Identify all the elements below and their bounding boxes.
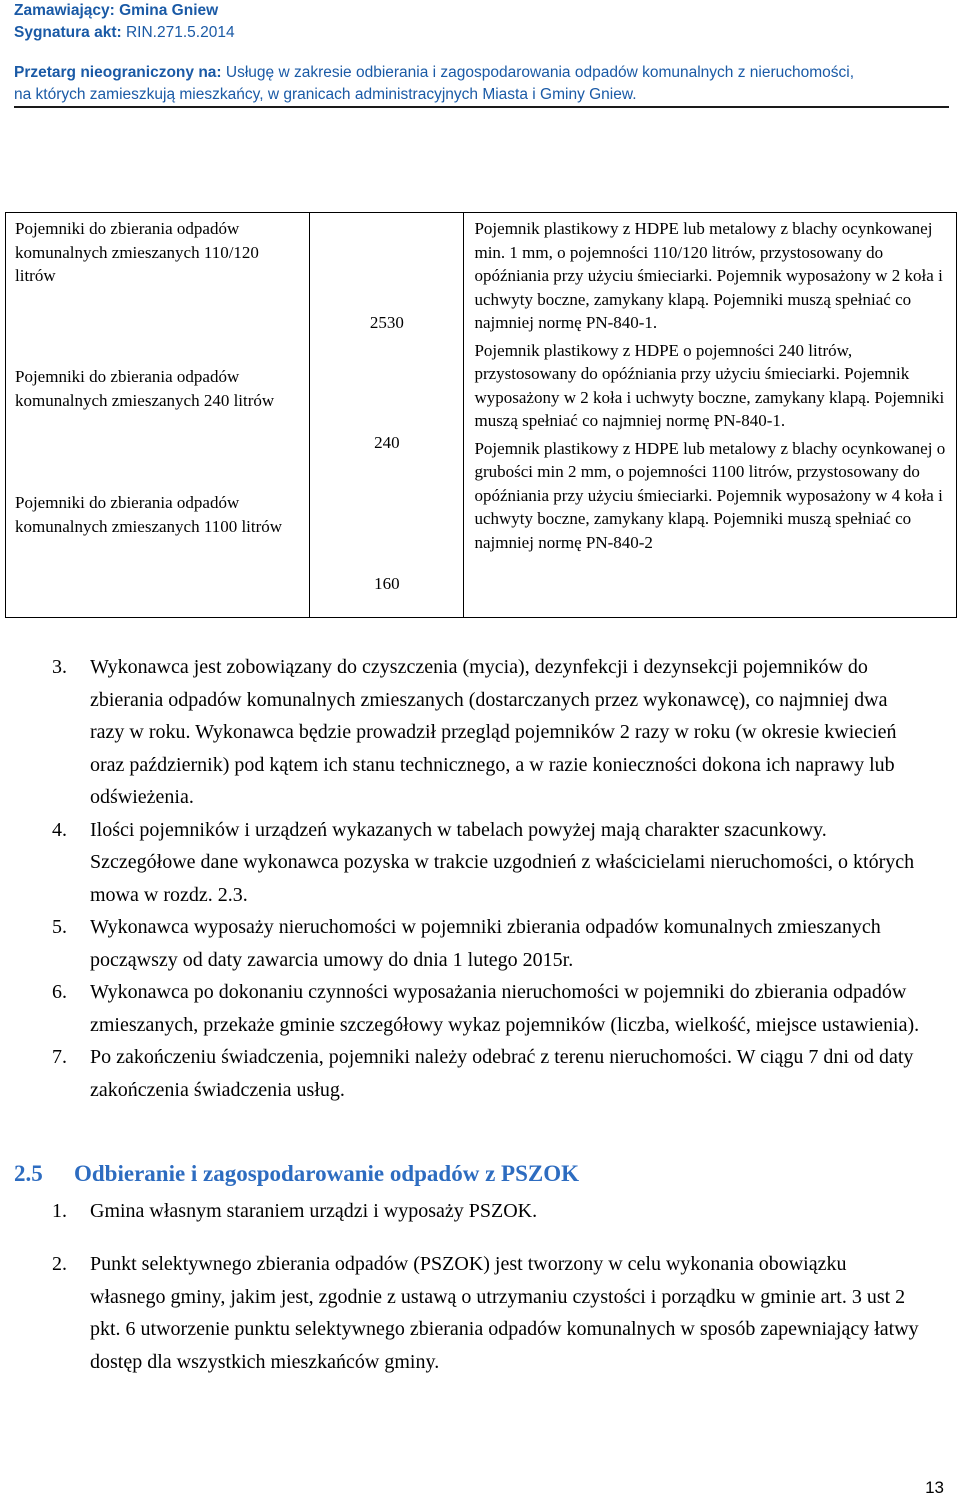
container-name-3: Pojemniki do zbierania odpadów komunalnych zmieszanych 1100 litrów — [15, 493, 283, 536]
list-item-number: 4. — [52, 818, 67, 841]
tender-value-line2: na których zamieszkują mieszkańcy, w granicach administracyjnych Miasta i Gminy Gniew. — [14, 86, 637, 103]
list-item-text: Wykonawca wyposaży nieruchomości w pojemniki zbierania odpadów komunalnych zmieszanych począwszy od daty zawarcia umowy do dnia 1 lutego 2015r. — [90, 916, 881, 971]
tender-title — [14, 62, 949, 84]
tender-label: Przetarg nieograniczony na: — [14, 64, 222, 81]
quantities-cell — [310, 213, 464, 618]
section-number: 2.5 — [14, 1161, 43, 1186]
pszok-list-continued — [0, 1248, 960, 1378]
quantity-2: 240 — [374, 433, 400, 452]
container-description-3: Pojemnik plastikowy z HDPE lub metalowy z blachy ocynkowanej o grubości min 2 mm, o pojemności 1100 litrów, przystosowany do opóźniania przy użyciu śmieciarki. Pojemnik wyposażony w 4 koła i uchwyty boczne, zamykany klapą. Pojemniki muszą spełniać co najmniej normę PN-840-2 — [474, 438, 946, 552]
list-item-number: 6. — [52, 981, 67, 1003]
names-cell — [6, 213, 310, 618]
ordering-value: Gmina Gniew — [119, 2, 219, 19]
tender-value-line1: Usługę w zakresie odbierania i zagospodarowania odpadów komunalnych z nieruchomości, — [225, 64, 854, 81]
page-number: 13 — [925, 1478, 944, 1497]
list-item-number: 1. — [52, 1200, 67, 1222]
descriptions-cell — [464, 213, 957, 618]
list-item — [0, 1248, 960, 1378]
signature-label: Sygnatura akt: — [14, 24, 122, 41]
page-header — [14, 0, 949, 106]
list-item — [0, 911, 960, 976]
list-item — [0, 1195, 960, 1228]
pszok-list — [0, 1195, 960, 1228]
header-divider — [14, 106, 949, 108]
quantity-3: 160 — [374, 574, 400, 593]
section-heading — [14, 1161, 579, 1187]
container-name-2: Pojemniki do zbierania odpadów komunalnych zmieszanych 240 litrów — [15, 367, 275, 410]
container-description-2: Pojemnik plastikowy z HDPE o pojemności 240 litrów, przystosowany do opóźniania przy użyciu śmieciarki. Pojemnik wyposażony w 2 koła i uchwyty boczne, zamykany klapą. Pojemniki muszą spełniać co najmniej normę PN-840-1. — [474, 340, 945, 430]
list-item-text: Wykonawca po dokonaniu czynności wyposażania nieruchomości w pojemniki do zbierania odpadów zmieszanych, przekaże gminie szczegółowy wykaz pojemników (liczba, wielkość, miejsce ustawienia). — [90, 981, 920, 1036]
signature-value: RIN.271.5.2014 — [125, 24, 235, 41]
list-item — [0, 976, 960, 1041]
list-item-number: 7. — [52, 1046, 67, 1068]
case-signature — [14, 22, 949, 44]
container-name-1: Pojemniki do zbierania odpadów komunalnych zmieszanych 110/120 litrów — [15, 219, 259, 285]
containers-table — [5, 212, 957, 618]
list-item — [0, 651, 960, 814]
list-item-number: 5. — [52, 916, 67, 938]
quantity-1: 2530 — [369, 313, 404, 332]
list-item-text: Po zakończeniu świadczenia, pojemniki należy odebrać z terenu nieruchomości. W ciągu 7 dni od daty zakończenia świadczenia usług. — [90, 1046, 914, 1101]
list-item-number: 3. — [52, 656, 67, 678]
list-item-text: Wykonawca jest zobowiązany do czyszczenia (mycia), dezynfekcji i dezynsekcji pojemników do zbierania odpadów komunalnych zmieszanych (dostarczanych przez wykonawcę), co najmniej dwa razy w roku. Wykonawca będzie prowadził przegląd pojemników 2 razy w roku (w okresie kwiecień oraz październik) pod kątem ich stanu technicznego, a w razie konieczności dokona ich naprawy lub odświeżenia. — [90, 656, 897, 808]
list-item-number: 2. — [52, 1253, 67, 1275]
ordering-party — [14, 0, 949, 22]
list-item-text: Gmina własnym staraniem urządzi i wyposaży PSZOK. — [90, 1200, 538, 1222]
list-item — [0, 814, 960, 912]
list-item-text: Ilości pojemników i urządzeń wykazanych w tabelach powyżej mają charakter szacunkowy. Szczegółowe dane wykonawca pozyska w trakcie uzgodnień z właścicielami nieruchomości, o których mowa w rozdz. 2.3. — [90, 818, 915, 906]
table-row — [6, 213, 957, 618]
list-item — [0, 1041, 960, 1106]
obligations-list — [0, 651, 960, 1106]
list-item-text: Punkt selektywnego zbierania odpadów (PSZOK) jest tworzony w celu wykonania obowiązku własnego gminy, jakim jest, zgodnie z ustawą o utrzymaniu czystości i porządku w gminie art. 3 ust 2 pkt. 6 utworzenie punktu selektywnego zbierania odpadów komunalnych w sposób zapewniający łatwy dostęp dla wszystkich mieszkańców gminy. — [90, 1253, 919, 1373]
section-title: Odbieranie i zagospodarowanie odpadów z PSZOK — [74, 1161, 580, 1186]
container-description-1: Pojemnik plastikowy z HDPE lub metalowy z blachy ocynkowanej min. 1 mm, o pojemności 110/120 litrów, przystosowany do opóźniania przy użyciu śmieciarki. Pojemnik wyposażony w 2 koła i uchwyty boczne, zamykany klapą. Pojemniki muszą spełniać co najmniej normę PN-840-1. — [474, 219, 943, 332]
ordering-label: Zamawiający: — [14, 2, 115, 19]
